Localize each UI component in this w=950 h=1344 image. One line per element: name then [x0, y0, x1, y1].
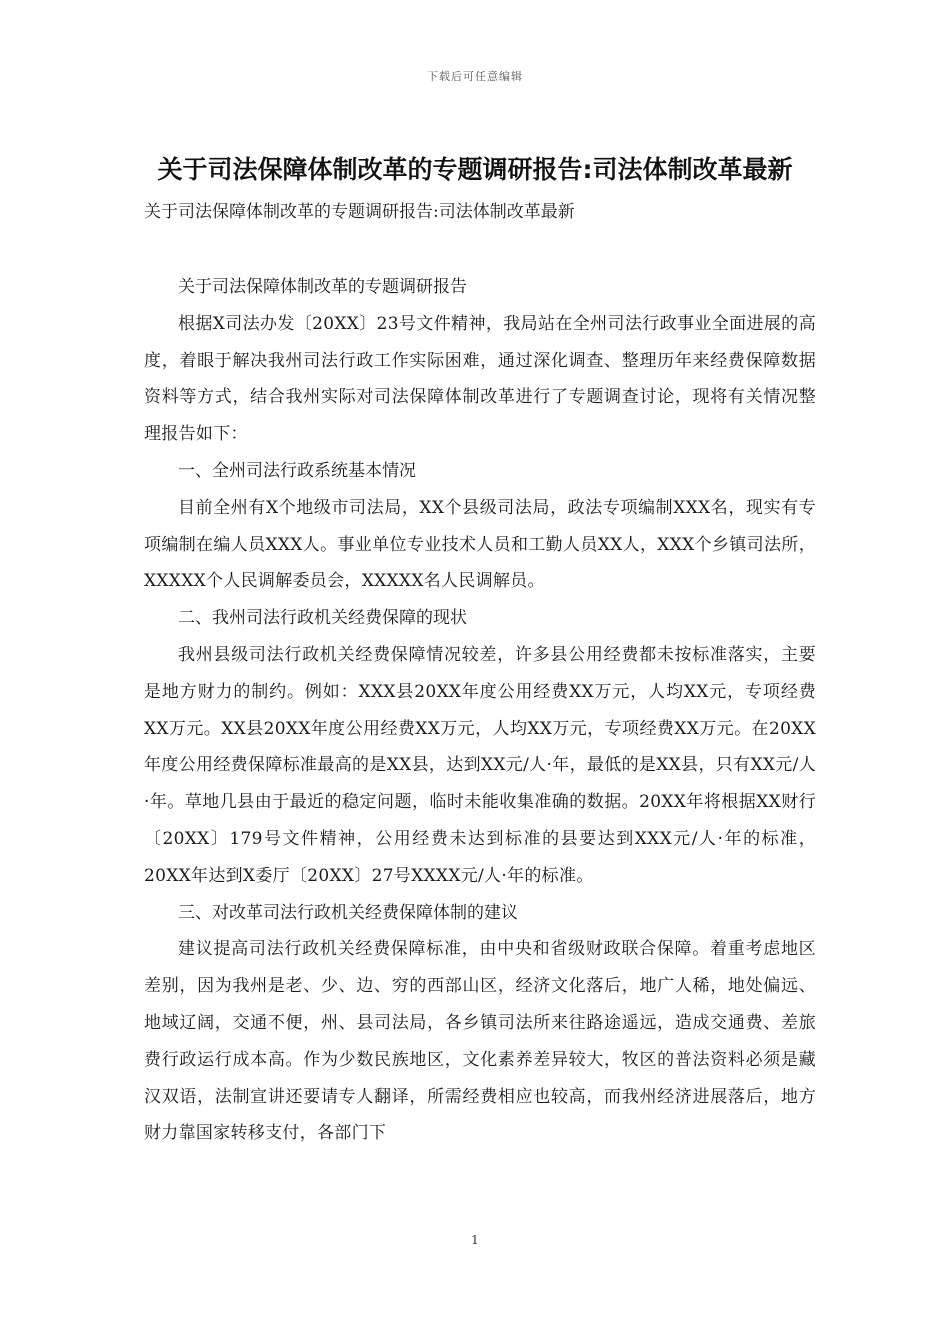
document-body: [144, 269, 816, 1152]
section-heading-2: 二、我州司法行政机关经费保障的现状: [178, 608, 467, 629]
document-title: 关于司法保障体制改革的专题调研报告:司法体制改革最新: [157, 155, 793, 184]
report-title: 关于司法保障体制改革的专题调研报告: [178, 277, 467, 297]
header-note: 下载后可任意编辑: [427, 70, 523, 83]
section-paragraph-3: 建议提高司法行政机关经费保障标准，由中央和省级财政联合保障。着重考虑地区差别，因为我州是老、少、边、穷的西部山区，经济文化落后，地广人稀，地处偏远、地域辽阔，交通不便，州、县司法局，各乡镇司法所来往路途遥远，造成交通费、差旅费行政运行成本高。作为少数民族地区，文化素养差异较大，牧区的普法资料必须是藏汉双语，法制宣讲还要请专人翻译，所需经费相应也较高，而我州经济进展落后，地方财力靠国家转移支付，各部门下: [144, 939, 816, 1144]
section-heading-3: 三、对改革司法行政机关经费保障体制的建议: [178, 902, 518, 923]
section-paragraph-1: 目前全州有X个地级市司法局，XX个县级司法局，政法专项编制XXX名，现实有专项编制在编人员XXX人。事业单位专业技术人员和工勤人员XX人，XXX个乡镇司法所，XXXXX个人民调解委员会，XXXXX名人民调解员。: [144, 497, 816, 592]
section-paragraph-2: 我州县级司法行政机关经费保障情况较差，许多县公用经费都未按标准落实，主要是地方财力的制约。例如：XXX县20XX年度公用经费XX万元，人均XX元，专项经费XX万元。XX县20XX年度公用经费XX万元，人均XX万元，专项经费XX万元。在20XX年度公用经费保障标准最高的是XX县，达到XX元/人·年，最低的是XX县，只有XX元/人·年。草地几县由于最近的稳定问题，临时未能收集准确的数据。20XX年将根据XX财行〔20XX〕179号文件精神，公用经费未达到标准的县要达到XXX元/人·年的标准，20XX年达到X委厅〔20XX〕27号XXXX元/人·年的标准。: [144, 644, 816, 886]
document-subtitle: 关于司法保障体制改革的专题调研报告:司法体制改革最新: [144, 202, 575, 222]
page-number: 1: [471, 1233, 479, 1247]
section-heading-1: 一、全州司法行政系统基本情况: [178, 460, 416, 481]
intro-paragraph: 根据X司法办发〔20XX〕23号文件精神，我局站在全州司法行政事业全面进展的高度，着眼于解决我州司法行政工作实际困难，通过深化调查、整理历年来经费保障数据资料等方式，结合我州实际对司法保障体制改革进行了专题调查讨论，现将有关情况整理报告如下：: [144, 313, 816, 445]
